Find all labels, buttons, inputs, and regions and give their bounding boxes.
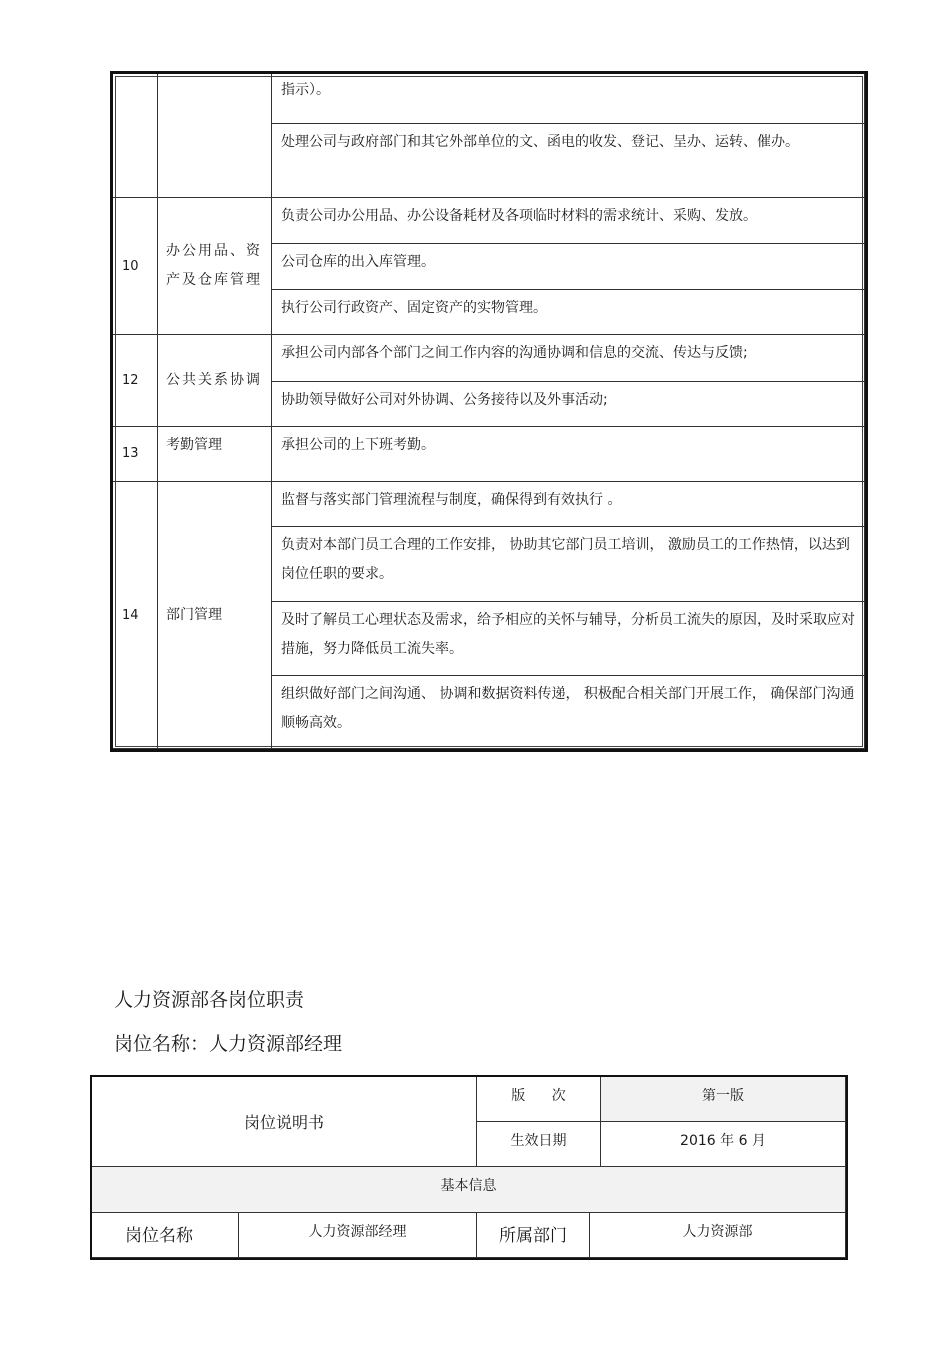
row-category xyxy=(158,198,272,335)
row-item: 及时了解员工心理状态及需求，给予相应的关怀与辅导，分析员工流失的原因，及时采取应对措施，努力降低员工流失率。 xyxy=(272,602,865,676)
row-category: 部门管理 xyxy=(158,482,272,749)
row-item: 执行公司行政资产、固定资产的实物管理。 xyxy=(272,290,865,335)
row-item: 公司仓库的出入库管理。 xyxy=(272,244,865,290)
row-item: 监督与落实部门管理流程与制度，确保得到有效执行 。 xyxy=(272,482,865,527)
row-item: 处理公司与政府部门和其它外部单位的文、函电的收发、登记、呈办、运转、催办。 xyxy=(272,124,865,198)
row-item: 负责对本部门员工合理的工作安排， 协助其它部门员工培训， 激励员工的工作热情，以达到岗位任职的要求。 xyxy=(272,527,865,602)
row-number: 14 xyxy=(113,482,158,749)
department-label: 所属部门 xyxy=(477,1213,590,1258)
row-number: 10 xyxy=(113,198,158,335)
row-number xyxy=(113,74,158,198)
row-number: 12 xyxy=(113,335,158,427)
effective-date-label: 生效日期 xyxy=(477,1122,601,1167)
row-item: 组织做好部门之间沟通、 协调和数据资料传递， 积极配合相关部门开展工作， 确保部门沟通顺畅高效。 xyxy=(272,676,865,749)
row-item: 协助领导做好公司对外协调、公务接待以及外事活动; xyxy=(272,382,865,427)
row-category-text: 办公用品、资产及仓库管理 xyxy=(166,243,260,288)
row-item: 承担公司的上下班考勤。 xyxy=(272,427,865,482)
version-label xyxy=(477,1077,601,1122)
row-category: 考勤管理 xyxy=(158,427,272,482)
version-value: 第一版 xyxy=(601,1077,846,1122)
position-heading: 岗位名称：人力资源部经理 xyxy=(114,1033,343,1055)
position-name-value: 人力资源部经理 xyxy=(239,1213,477,1258)
version-label-text: 版 次 xyxy=(511,1088,566,1104)
duties-table xyxy=(110,71,868,752)
sheet-title: 岗位说明书 xyxy=(92,1077,477,1167)
row-category xyxy=(158,335,272,427)
department-value: 人力资源部 xyxy=(590,1213,846,1258)
row-item: 负责公司办公用品、办公设备耗材及各项临时材料的需求统计、采购、发放。 xyxy=(272,198,865,244)
row-item: 指示）。 xyxy=(272,74,865,124)
section-title: 人力资源部各岗位职责 xyxy=(114,989,305,1011)
row-item: 承担公司内部各个部门之间工作内容的沟通协调和信息的交流、传达与反馈; xyxy=(272,335,865,382)
row-number: 13 xyxy=(113,427,158,482)
job-sheet-table xyxy=(90,1075,848,1260)
position-name-label: 岗位名称 xyxy=(92,1213,239,1258)
row-category-text: 公共关系协调 xyxy=(166,372,260,388)
effective-date-value: 2016 年 6 月 xyxy=(601,1122,846,1167)
basic-info-header: 基本信息 xyxy=(92,1167,846,1213)
row-category xyxy=(158,74,272,198)
